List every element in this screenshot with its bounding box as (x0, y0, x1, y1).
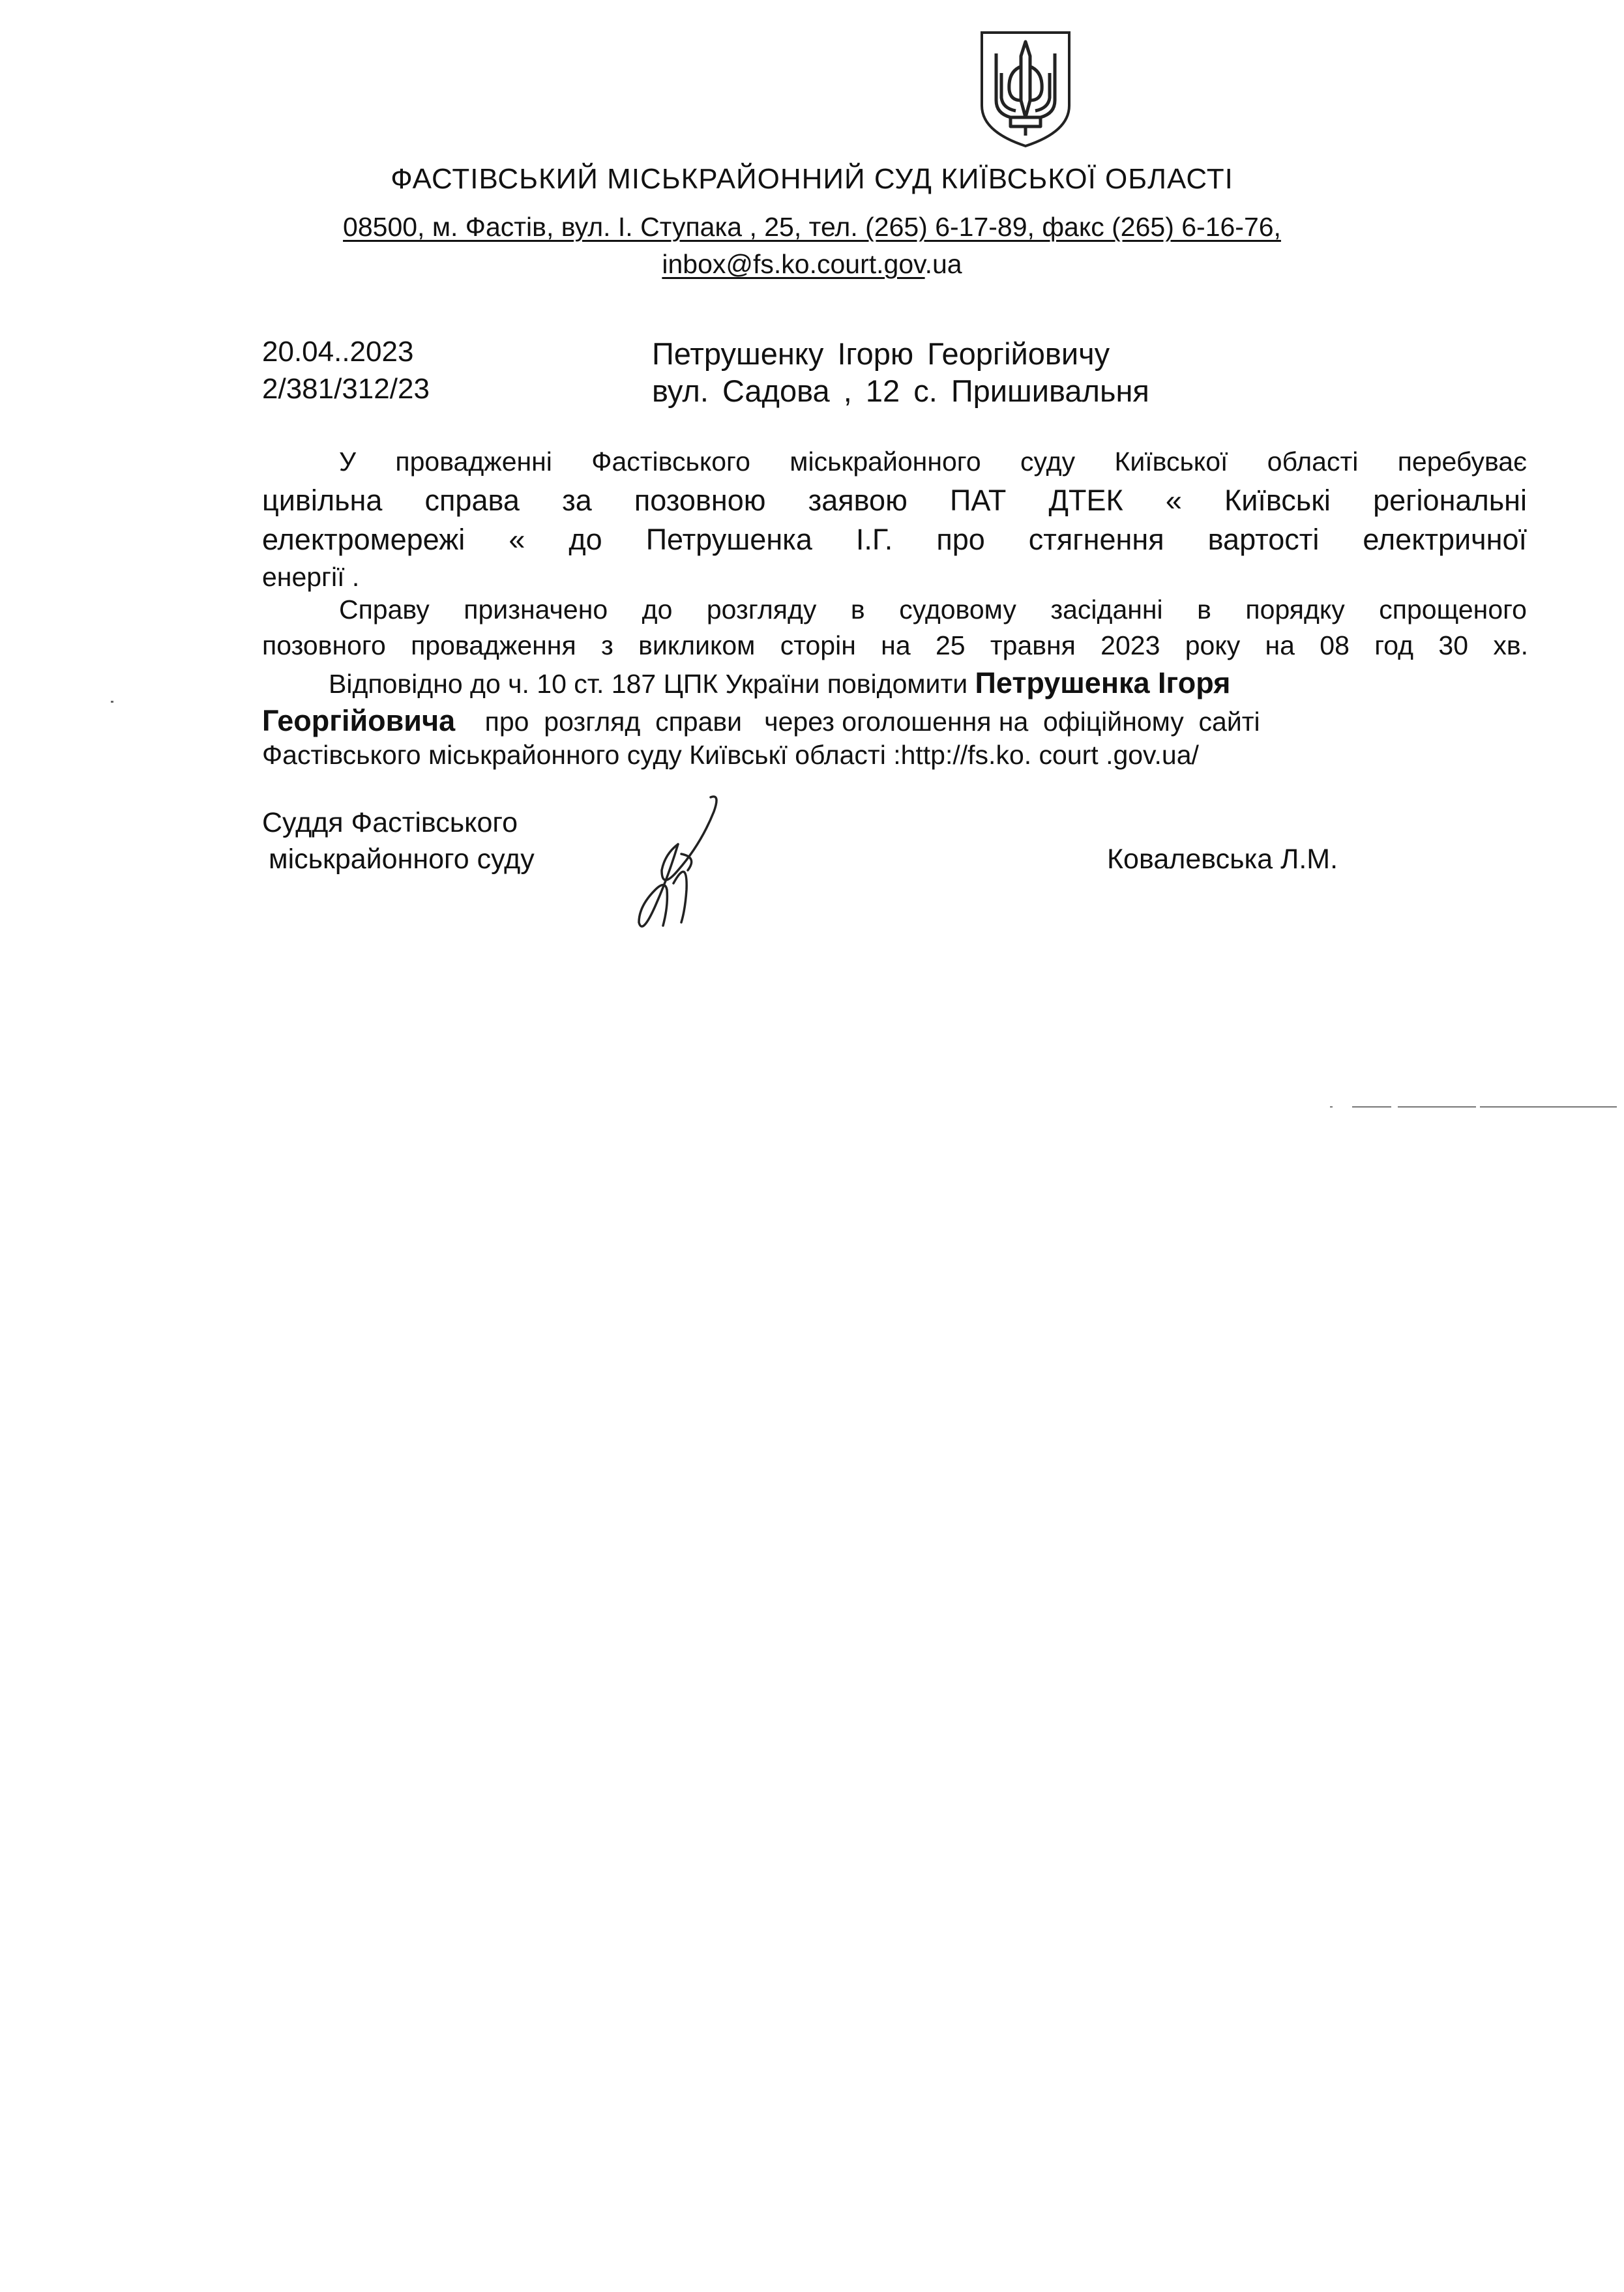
body-line: Справу призначено до розгляду в судовому засіданні в порядку спрощеного (339, 595, 1527, 624)
recipient-address: вул. Садова , 12 с. Пришивальня (652, 374, 1149, 408)
body-line: Фастівського міськрайонного суду Київськї області :http://fs.ko. court .gov.ua/ (262, 740, 1199, 770)
scan-artifact-line (1330, 1106, 1617, 1108)
body-line: електромережі « до Петрушенка І.Г. про стягнення вартості електричної (262, 523, 1527, 556)
letter-date: 20.04..2023 (262, 336, 414, 368)
body-text-normal: Відповідно до ч. 10 ст. 187 ЦПК України повідомити (329, 669, 968, 699)
court-address-text: 08500, м. Фастів, вул. І. Ступака , 25, тел. (265) 6-17-89, факс (265) 6-16-76, (343, 212, 1281, 242)
judge-name: Ковалевська Л.М. (1107, 844, 1338, 875)
coat-of-arms-emblem (977, 27, 1074, 150)
court-address (0, 212, 1624, 242)
body-line: позовного провадження з викликом сторін на 25 травня 2023 року на 08 год 30 хв. (262, 630, 1528, 660)
body-line (262, 704, 1527, 738)
scan-artifact-dot (111, 701, 113, 703)
case-number: 2/381/312/23 (262, 373, 430, 405)
court-name: ФАСТІВСЬКИЙ МІСЬКРАЙОННИЙ СУД КИЇВСЬКОЇ ОБЛАСТІ (391, 163, 1233, 195)
body-text-normal: про розгляд справи через оголошення на офіційному сайті (455, 707, 1260, 737)
body-line: цивільна справа за позовною заявою ПАТ ДТЕК « Київські регіональні (262, 484, 1527, 517)
defendant-patronymic-bold: Георгійовича (262, 704, 456, 737)
body-line: У провадженні Фастівського міськрайонного суду Київської області перебуває (339, 447, 1527, 477)
judge-title-line2: міськрайонного суду (269, 844, 535, 875)
body-line (262, 666, 1450, 700)
court-email-link[interactable]: inbox@fs.ko.court.gov (662, 249, 925, 279)
handwritten-signature (616, 792, 733, 942)
defendant-name-bold: Петрушенка Ігоря (975, 666, 1231, 699)
recipient-name: Петрушенку Ігорю Георгійовичу (652, 336, 1110, 371)
court-email-suffix: .ua (924, 249, 962, 279)
body-line: енергії . (262, 562, 360, 592)
court-email (0, 249, 1624, 280)
judge-title-line1: Суддя Фастівського (262, 807, 518, 838)
